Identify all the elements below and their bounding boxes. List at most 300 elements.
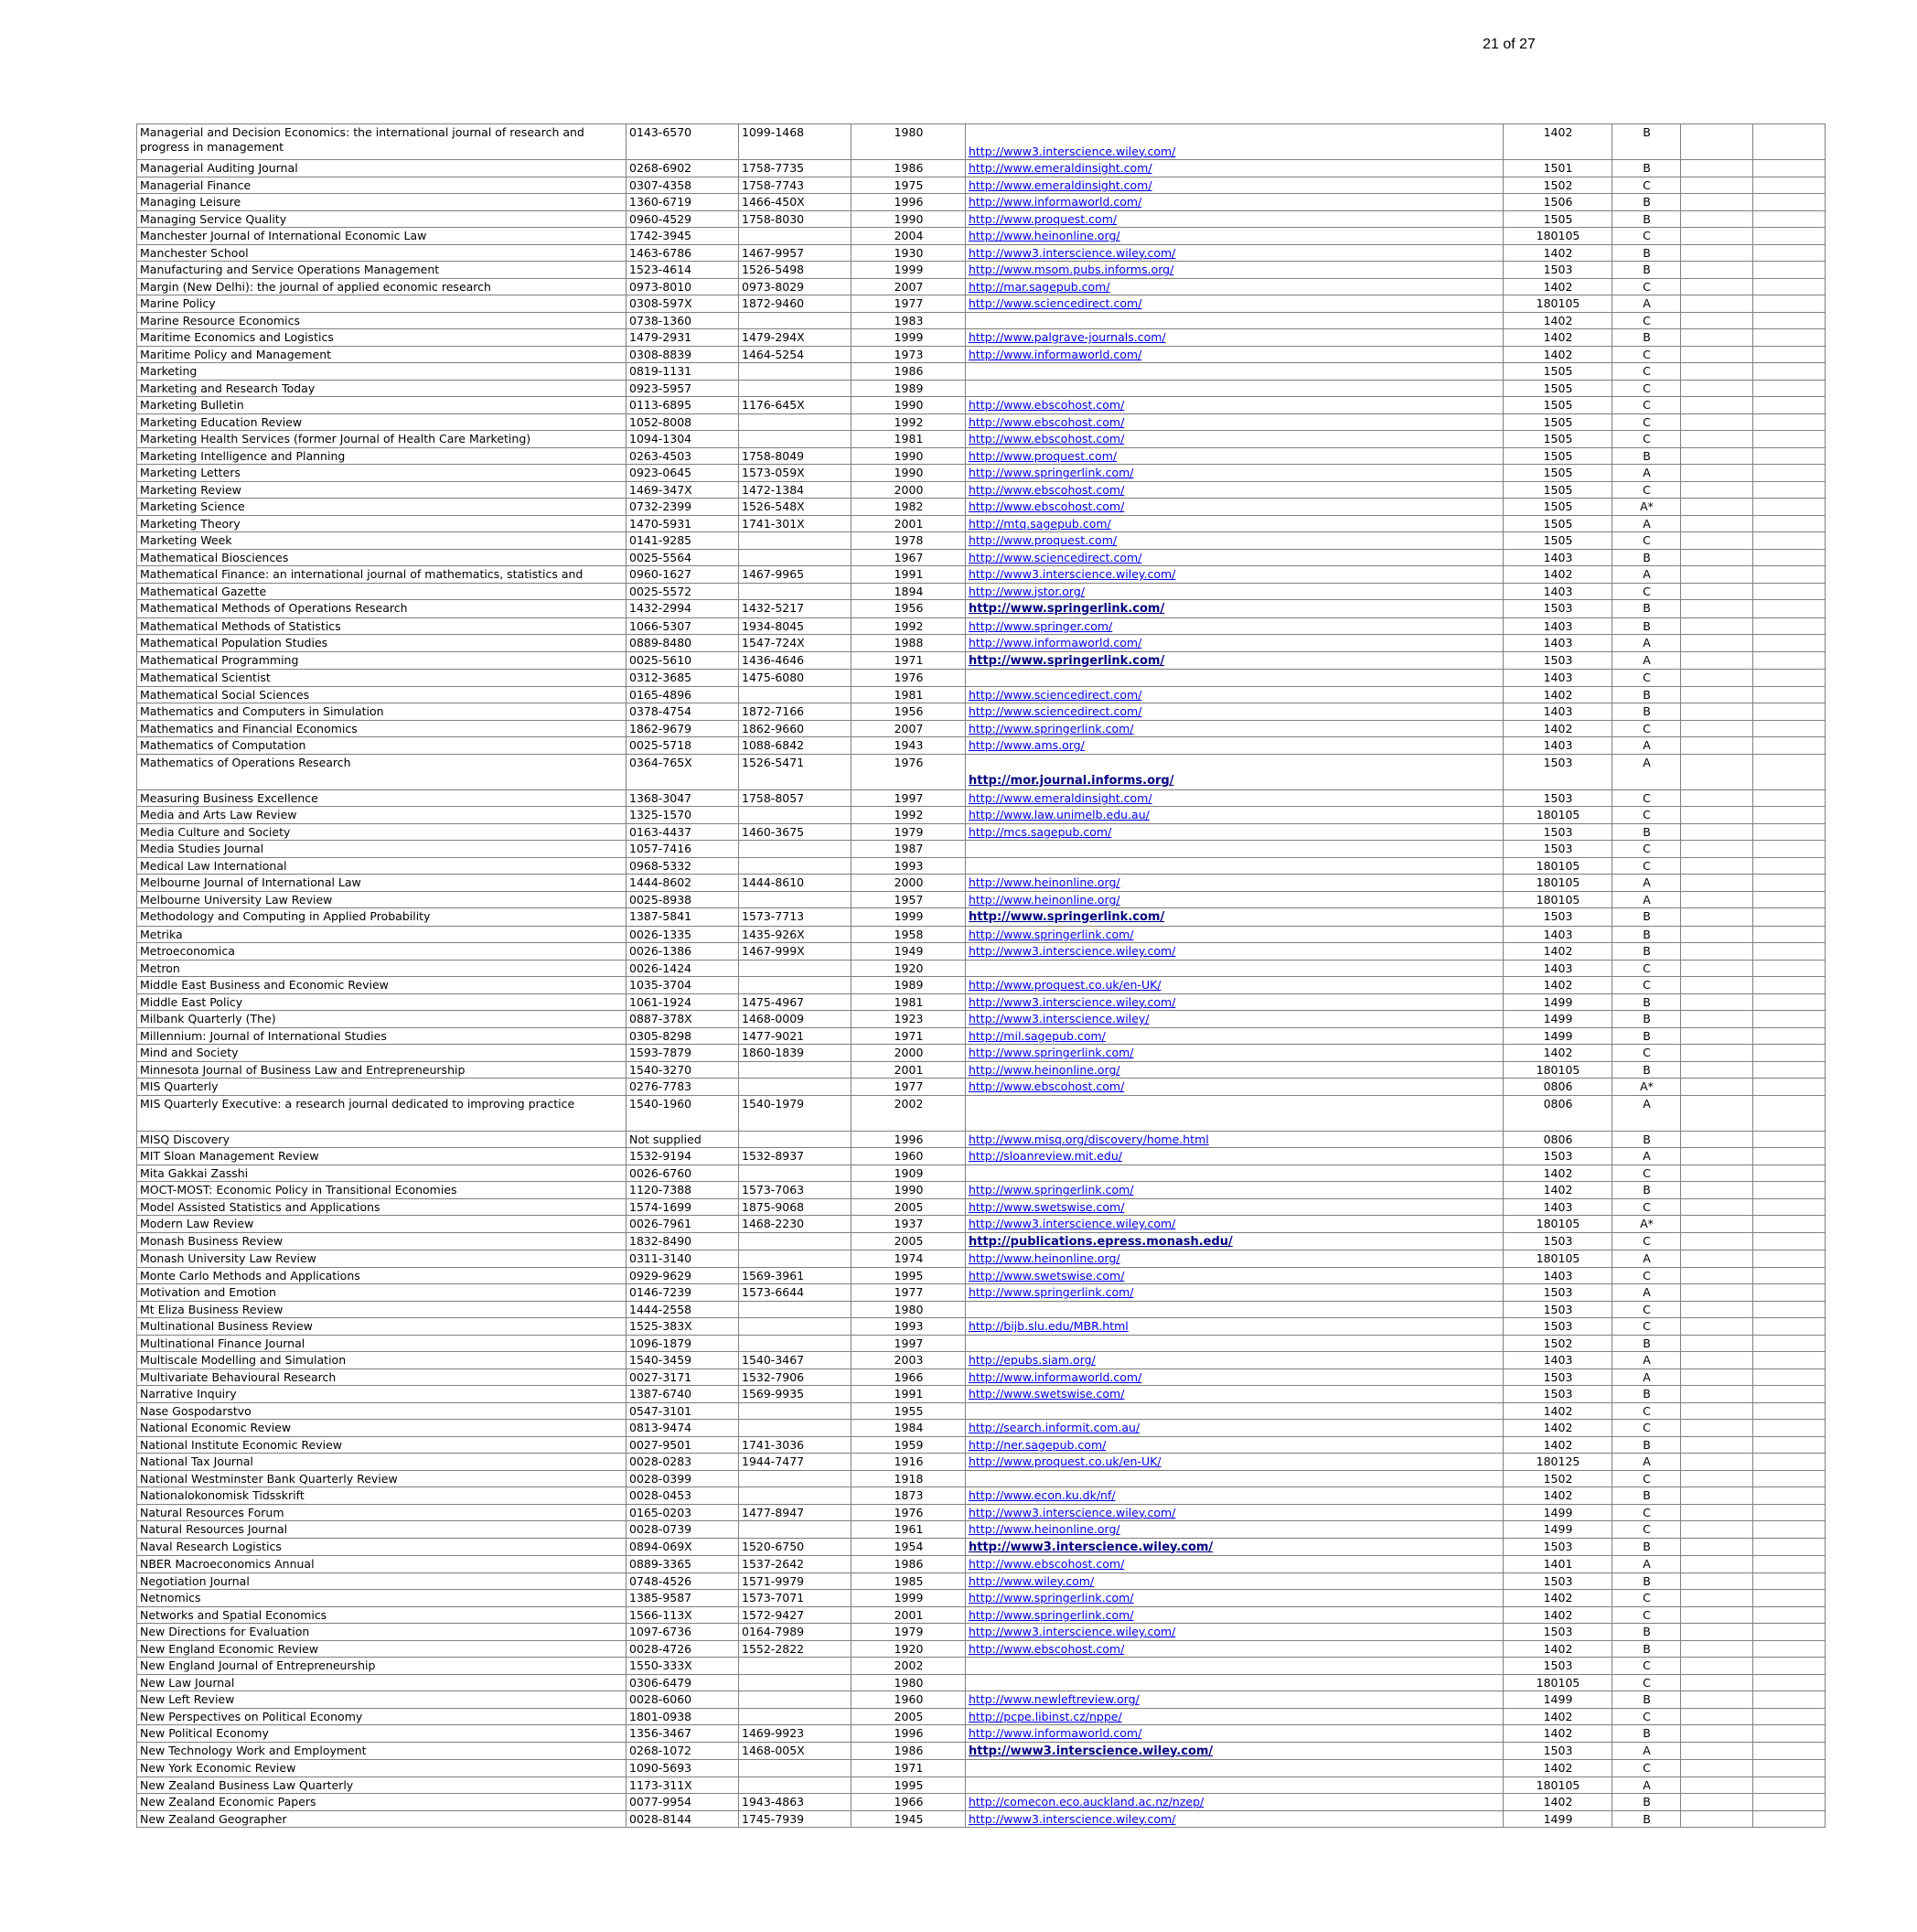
journal-link[interactable]: http://sloanreview.mit.edu/ <box>969 1149 1122 1163</box>
empty-cell <box>1753 124 1826 160</box>
rank-cell: A <box>1612 1148 1681 1165</box>
journal-link[interactable]: http://www.emeraldinsight.com/ <box>969 790 1152 805</box>
year-cell: 1999 <box>851 1590 966 1607</box>
url-cell <box>966 329 1504 347</box>
url-cell <box>966 635 1504 652</box>
issn-cell: 1356-3467 <box>627 1725 739 1743</box>
year-cell: 2000 <box>851 1045 966 1062</box>
for-code-cell: 1505 <box>1504 481 1612 499</box>
journal-link[interactable]: http://www.heinonline.org/ <box>969 892 1120 907</box>
issn-cell: 1463-6786 <box>627 244 739 262</box>
journal-link[interactable]: http://www.springerlink.com/ <box>969 653 1165 668</box>
issn-cell: 0028-0399 <box>627 1470 739 1487</box>
journal-link[interactable]: http://publications.epress.monash.edu/ <box>969 1234 1233 1249</box>
for-code-cell: 1503 <box>1504 1658 1612 1675</box>
eissn-cell: 1475-6080 <box>739 670 851 687</box>
eissn-cell <box>739 583 851 600</box>
issn-cell: 0312-3685 <box>627 670 739 687</box>
empty-cell <box>1681 583 1753 600</box>
issn-cell: 1035-3704 <box>627 977 739 994</box>
empty-cell <box>1681 532 1753 550</box>
journal-title-cell: Media and Arts Law Review <box>137 807 627 824</box>
journal-link[interactable]: http://search.informit.com.au/ <box>969 1421 1141 1434</box>
journal-link[interactable]: http://www.newleftreview.org/ <box>969 1692 1140 1706</box>
rank-cell: B <box>1612 1011 1681 1028</box>
empty-cell <box>1681 754 1753 789</box>
year-cell: 1989 <box>851 380 966 397</box>
journal-title-cell: Middle East Business and Economic Review <box>137 977 627 994</box>
year-cell: 1986 <box>851 160 966 177</box>
table-row <box>137 977 1826 994</box>
empty-cell <box>1753 363 1826 381</box>
journal-link[interactable]: http://mar.sagepub.com/ <box>969 279 1110 294</box>
journal-link[interactable]: http://www.proquest.com/ <box>969 533 1118 547</box>
issn-cell: 1470-5931 <box>627 515 739 532</box>
year-cell: 1920 <box>851 960 966 977</box>
for-code-cell: 1503 <box>1504 600 1612 618</box>
journal-link[interactable]: http://www.ams.org/ <box>969 738 1085 752</box>
journal-link[interactable]: http://www.law.unimelb.edu.au/ <box>969 808 1150 821</box>
for-code-cell: 1403 <box>1504 926 1612 943</box>
empty-cell <box>1753 1061 1826 1079</box>
empty-cell <box>1753 977 1826 994</box>
eissn-cell: 1432-5217 <box>739 600 851 618</box>
journal-link[interactable]: http://www.heinonline.org/ <box>969 1062 1120 1077</box>
table-row <box>137 1386 1826 1403</box>
url-cell <box>966 1521 1504 1539</box>
journal-link[interactable]: http://www.swetswise.com/ <box>969 1268 1125 1283</box>
issn-cell: 1550-333X <box>627 1658 739 1675</box>
journal-link[interactable]: http://mil.sagepub.com/ <box>969 1028 1106 1043</box>
journal-link[interactable]: http://www.emeraldinsight.com/ <box>969 161 1152 175</box>
journal-title-cell: Negotiation Journal <box>137 1572 627 1590</box>
rank-cell: A <box>1612 1776 1681 1794</box>
empty-cell <box>1753 943 1826 961</box>
year-cell: 2003 <box>851 1352 966 1369</box>
journal-link[interactable]: http://www.proquest.co.uk/en-UK/ <box>969 978 1162 992</box>
journal-link[interactable]: http://www.informaworld.com/ <box>969 636 1142 649</box>
for-code-cell: 1503 <box>1504 1368 1612 1386</box>
issn-cell: Not supplied <box>627 1131 739 1148</box>
journal-link[interactable]: http://www3.interscience.wiley.com/ <box>969 245 1176 260</box>
eissn-cell <box>739 1691 851 1709</box>
year-cell: 1986 <box>851 363 966 381</box>
for-code-cell: 1402 <box>1504 1487 1612 1505</box>
year-cell: 1989 <box>851 977 966 994</box>
rank-cell: C <box>1612 807 1681 824</box>
year-cell: 1990 <box>851 447 966 465</box>
url-cell <box>966 1640 1504 1658</box>
journal-title-cell: New Law Journal <box>137 1674 627 1691</box>
journal-link[interactable]: http://www.springerlink.com/ <box>969 1046 1134 1059</box>
eissn-cell: 1436-4646 <box>739 651 851 670</box>
journal-link[interactable]: http://mor.journal.informs.org/ <box>969 774 1174 788</box>
journal-link[interactable]: http://www.heinonline.org/ <box>969 229 1120 242</box>
journal-link[interactable]: http://www.swetswise.com/ <box>969 1387 1125 1401</box>
journal-link[interactable]: http://www.emeraldinsight.com/ <box>969 177 1152 192</box>
journal-title-cell: New Zealand Business Law Quarterly <box>137 1776 627 1794</box>
journal-link[interactable]: http://www.informaworld.com/ <box>969 347 1142 361</box>
table-row <box>137 943 1826 961</box>
for-code-cell: 1402 <box>1504 977 1612 994</box>
journal-title-cell: Marketing <box>137 363 627 381</box>
year-cell: 1966 <box>851 1368 966 1386</box>
table-row <box>137 891 1826 908</box>
issn-cell: 1801-0938 <box>627 1708 739 1725</box>
url-cell <box>966 1810 1504 1828</box>
journal-link[interactable]: http://www.springerlink.com/ <box>969 927 1134 941</box>
issn-cell: 0306-6479 <box>627 1674 739 1691</box>
table-row <box>137 380 1826 397</box>
eissn-cell: 1475-4967 <box>739 993 851 1011</box>
table-row <box>137 737 1826 755</box>
journal-link[interactable]: http://www3.interscience.wiley.com/ <box>969 1744 1214 1758</box>
table-row <box>137 228 1826 245</box>
journal-link[interactable]: http://www3.interscience.wiley.com/ <box>969 994 1176 1009</box>
journal-title-cell: New Left Review <box>137 1691 627 1709</box>
eissn-cell: 1532-7906 <box>739 1368 851 1386</box>
empty-cell <box>1681 1011 1753 1028</box>
empty-cell <box>1753 177 1826 194</box>
journal-link[interactable]: http://www.ebscohost.com/ <box>969 1079 1125 1093</box>
rank-cell: A* <box>1612 1216 1681 1233</box>
year-cell: 1996 <box>851 194 966 211</box>
year-cell: 1930 <box>851 244 966 262</box>
rank-cell: B <box>1612 1386 1681 1403</box>
empty-cell <box>1753 431 1826 448</box>
journal-link[interactable]: http://www.informaworld.com/ <box>969 195 1142 209</box>
url-cell <box>966 124 1504 160</box>
url-cell <box>966 413 1504 431</box>
for-code-cell: 1503 <box>1504 1624 1612 1641</box>
empty-cell <box>1681 891 1753 908</box>
table-row <box>137 363 1826 381</box>
journal-link[interactable]: http://www.econ.ku.dk/nf/ <box>969 1488 1116 1502</box>
journal-title-cell: Measuring Business Excellence <box>137 789 627 807</box>
empty-cell <box>1753 1165 1826 1182</box>
empty-cell <box>1753 210 1826 228</box>
journal-link[interactable]: http://www.palgrave-journals.com/ <box>969 330 1166 344</box>
journal-link[interactable]: http://www3.interscience.wiley.com/ <box>969 1505 1176 1519</box>
table-row <box>137 1420 1826 1437</box>
journal-title-cell: Marketing Intelligence and Planning <box>137 447 627 465</box>
url-cell <box>966 1691 1504 1709</box>
empty-cell <box>1753 841 1826 858</box>
journal-link[interactable]: http://www.sciencedirect.com/ <box>969 687 1142 702</box>
for-code-cell: 1402 <box>1504 720 1612 737</box>
journal-link[interactable]: http://www.sciencedirect.com/ <box>969 296 1142 310</box>
journal-title-cell: Margin (New Delhi): the journal of applied economic research <box>137 278 627 295</box>
journal-link[interactable]: http://www3.interscience.wiley.com/ <box>969 944 1176 958</box>
rank-cell: B <box>1612 823 1681 841</box>
empty-cell <box>1753 329 1826 347</box>
eissn-cell: 1477-8947 <box>739 1504 851 1521</box>
table-row <box>137 789 1826 807</box>
journal-link[interactable]: http://www3.interscience.wiley.com/ <box>969 1625 1176 1638</box>
empty-cell <box>1753 244 1826 262</box>
journal-link[interactable]: http://www.heinonline.org/ <box>969 1251 1120 1265</box>
eissn-cell: 1573-7063 <box>739 1182 851 1199</box>
journal-link[interactable]: http://www.informaworld.com/ <box>969 1369 1142 1384</box>
empty-cell <box>1681 651 1753 670</box>
journal-title-cell: Managing Service Quality <box>137 210 627 228</box>
empty-cell <box>1753 857 1826 875</box>
journal-link[interactable]: http://bijb.slu.edu/MBR.html <box>969 1319 1129 1333</box>
journal-title-cell: Mathematical Finance: an international journal of mathematics, statistics and <box>137 566 627 584</box>
journal-title-cell: Marine Resource Economics <box>137 312 627 329</box>
journal-link[interactable]: http://www.proquest.com/ <box>969 448 1118 463</box>
journal-title-cell: New Perspectives on Political Economy <box>137 1708 627 1725</box>
journal-link[interactable]: http://www.springerlink.com/ <box>969 910 1165 924</box>
for-code-cell: 1403 <box>1504 670 1612 687</box>
table-row <box>137 1454 1826 1471</box>
journal-link[interactable]: http://www.springerlink.com/ <box>969 1591 1134 1605</box>
eissn-cell: 1758-8030 <box>739 210 851 228</box>
for-code-cell: 1503 <box>1504 789 1612 807</box>
for-code-cell: 1506 <box>1504 194 1612 211</box>
journal-title-cell: Monash University Law Review <box>137 1250 627 1268</box>
journal-title-cell: Metron <box>137 960 627 977</box>
eissn-cell: 1464-5254 <box>739 346 851 363</box>
rank-cell: A <box>1612 1284 1681 1302</box>
table-row <box>137 720 1826 737</box>
journal-link[interactable]: http://www.springerlink.com/ <box>969 466 1134 479</box>
for-code-cell: 1403 <box>1504 1352 1612 1369</box>
journal-link[interactable]: http://www3.interscience.wiley.com/ <box>969 1217 1176 1230</box>
empty-cell <box>1681 566 1753 584</box>
journal-link[interactable]: http://www.ebscohost.com/ <box>969 1641 1125 1656</box>
rank-cell: C <box>1612 960 1681 977</box>
for-code-cell: 1505 <box>1504 413 1612 431</box>
journal-link[interactable]: http://www.swetswise.com/ <box>969 1199 1125 1214</box>
eissn-cell: 1467-999X <box>739 943 851 961</box>
empty-cell <box>1681 465 1753 482</box>
url-cell <box>966 1284 1504 1302</box>
url-cell <box>966 228 1504 245</box>
journal-link[interactable]: http://mtq.sagepub.com/ <box>969 516 1111 531</box>
eissn-cell <box>739 363 851 381</box>
journal-link[interactable]: http://www3.interscience.wiley.com/ <box>969 1540 1214 1554</box>
journal-link[interactable]: http://www.springerlink.com/ <box>969 602 1165 616</box>
for-code-cell: 180105 <box>1504 807 1612 824</box>
journal-title-cell: Monte Carlo Methods and Applications <box>137 1267 627 1284</box>
eissn-cell: 1573-7713 <box>739 908 851 927</box>
empty-cell <box>1753 1148 1826 1165</box>
empty-cell <box>1681 278 1753 295</box>
rank-cell: C <box>1612 1318 1681 1336</box>
journal-link[interactable]: http://www3.interscience.wiley/ <box>969 1012 1150 1025</box>
rank-cell: A <box>1612 1454 1681 1471</box>
for-code-cell: 1402 <box>1504 1165 1612 1182</box>
journal-link[interactable]: http://www.misq.org/discovery/home.html <box>969 1132 1209 1146</box>
eissn-cell <box>739 841 851 858</box>
issn-cell: 0026-1386 <box>627 943 739 961</box>
year-cell: 1984 <box>851 1420 966 1437</box>
for-code-cell: 1402 <box>1504 1725 1612 1743</box>
rank-cell: A <box>1612 754 1681 789</box>
url-cell <box>966 823 1504 841</box>
issn-cell: 0308-597X <box>627 295 739 313</box>
journal-title-cell: Manchester School <box>137 244 627 262</box>
journal-title-cell: Middle East Policy <box>137 993 627 1011</box>
table-row <box>137 1318 1826 1336</box>
year-cell: 1980 <box>851 124 966 160</box>
journal-link[interactable]: http://www.proquest.co.uk/en-UK/ <box>969 1454 1162 1468</box>
journal-link[interactable]: http://www.springerlink.com/ <box>969 1607 1134 1622</box>
year-cell: 1956 <box>851 703 966 721</box>
url-cell <box>966 583 1504 600</box>
rank-cell: A <box>1612 875 1681 892</box>
year-cell: 1971 <box>851 1760 966 1777</box>
journal-link[interactable]: http://www.proquest.com/ <box>969 211 1118 226</box>
for-code-cell: 0806 <box>1504 1095 1612 1131</box>
year-cell: 1999 <box>851 262 966 279</box>
for-code-cell: 1503 <box>1504 1538 1612 1556</box>
journal-link[interactable]: http://www.springerlink.com/ <box>969 1285 1134 1299</box>
table-row <box>137 1095 1826 1131</box>
table-row <box>137 1504 1826 1521</box>
issn-cell: 0028-8144 <box>627 1810 739 1828</box>
journal-link[interactable]: http://www.jstor.org/ <box>969 584 1086 598</box>
eissn-cell: 1943-4863 <box>739 1794 851 1811</box>
journal-title-cell: New England Economic Review <box>137 1640 627 1658</box>
table-row <box>137 583 1826 600</box>
journal-link[interactable]: http://www.ebscohost.com/ <box>969 482 1125 497</box>
journal-link[interactable]: http://www.informaworld.com/ <box>969 1726 1142 1740</box>
eissn-cell: 1745-7939 <box>739 1810 851 1828</box>
journal-link[interactable]: http://www.ebscohost.com/ <box>969 432 1125 445</box>
issn-cell: 1097-6736 <box>627 1624 739 1641</box>
rank-cell: C <box>1612 1658 1681 1675</box>
issn-cell: 0819-1131 <box>627 363 739 381</box>
issn-cell: 1120-7388 <box>627 1182 739 1199</box>
journal-link[interactable]: http://mcs.sagepub.com/ <box>969 824 1112 839</box>
for-code-cell: 1403 <box>1504 960 1612 977</box>
issn-cell: 1061-1924 <box>627 993 739 1011</box>
empty-cell <box>1681 1402 1753 1420</box>
url-cell <box>966 737 1504 755</box>
table-row <box>137 1165 1826 1182</box>
journal-link[interactable]: http://www3.interscience.wiley.com/ <box>969 144 1176 158</box>
for-code-cell: 1403 <box>1504 1198 1612 1216</box>
journal-link[interactable]: http://www.heinonline.org/ <box>969 875 1120 889</box>
journal-link[interactable]: http://comecon.eco.auckland.ac.nz/nzep/ <box>969 1795 1205 1809</box>
journal-link[interactable]: http://www.sciencedirect.com/ <box>969 704 1142 718</box>
rank-cell: B <box>1612 244 1681 262</box>
issn-cell: 1066-5307 <box>627 617 739 635</box>
rank-cell: C <box>1612 1590 1681 1607</box>
journal-title-cell: National Tax Journal <box>137 1454 627 1471</box>
journal-link[interactable]: http://www.heinonline.org/ <box>969 1522 1120 1536</box>
for-code-cell: 1499 <box>1504 1504 1612 1521</box>
journal-link[interactable]: http://www3.interscience.wiley.com/ <box>969 1811 1176 1826</box>
journal-link[interactable]: http://www3.interscience.wiley.com/ <box>969 567 1176 581</box>
table-row <box>137 1198 1826 1216</box>
empty-cell <box>1753 499 1826 516</box>
journal-link[interactable]: http://ner.sagepub.com/ <box>969 1437 1107 1452</box>
table-row <box>137 1624 1826 1641</box>
rank-cell: C <box>1612 583 1681 600</box>
for-code-cell: 1402 <box>1504 244 1612 262</box>
journal-link[interactable]: http://www.ebscohost.com/ <box>969 499 1125 513</box>
table-row <box>137 1590 1826 1607</box>
empty-cell <box>1753 686 1826 703</box>
rank-cell: C <box>1612 977 1681 994</box>
issn-cell: 0026-7961 <box>627 1216 739 1233</box>
rank-cell: B <box>1612 908 1681 927</box>
eissn-cell <box>739 960 851 977</box>
empty-cell <box>1753 380 1826 397</box>
journal-link[interactable]: http://www.springerlink.com/ <box>969 721 1134 735</box>
year-cell: 1983 <box>851 312 966 329</box>
journal-title-cell: MIT Sloan Management Review <box>137 1148 627 1165</box>
empty-cell <box>1681 857 1753 875</box>
issn-cell: 0028-0739 <box>627 1521 739 1539</box>
journal-title-cell: Motivation and Emotion <box>137 1284 627 1302</box>
eissn-cell: 1571-9979 <box>739 1572 851 1590</box>
rank-cell: C <box>1612 481 1681 499</box>
journal-link[interactable]: http://www.ebscohost.com/ <box>969 414 1125 429</box>
url-cell <box>966 1674 1504 1691</box>
journal-link[interactable]: http://www.wiley.com/ <box>969 1573 1095 1588</box>
url-cell <box>966 926 1504 943</box>
empty-cell <box>1753 583 1826 600</box>
table-row <box>137 908 1826 927</box>
year-cell: 2004 <box>851 228 966 245</box>
journal-title-cell: Mathematical Methods of Operations Research <box>137 600 627 618</box>
journal-link[interactable]: http://www.msom.pubs.informs.org/ <box>969 263 1174 276</box>
empty-cell <box>1681 908 1753 927</box>
journal-link[interactable]: http://www.ebscohost.com/ <box>969 398 1125 412</box>
year-cell: 1967 <box>851 549 966 566</box>
issn-cell: 1094-1304 <box>627 431 739 448</box>
rank-cell: B <box>1612 686 1681 703</box>
journal-link[interactable]: http://epubs.siam.org/ <box>969 1353 1096 1367</box>
journal-title-cell: New Directions for Evaluation <box>137 1624 627 1641</box>
empty-cell <box>1681 926 1753 943</box>
year-cell: 2005 <box>851 1232 966 1250</box>
for-code-cell: 1402 <box>1504 1606 1612 1624</box>
table-row <box>137 1436 1826 1454</box>
issn-cell: 1387-6740 <box>627 1386 739 1403</box>
eissn-cell <box>739 380 851 397</box>
empty-cell <box>1753 1095 1826 1131</box>
rank-cell: B <box>1612 993 1681 1011</box>
year-cell: 1977 <box>851 295 966 313</box>
url-cell <box>966 720 1504 737</box>
empty-cell <box>1681 1725 1753 1743</box>
url-cell <box>966 1708 1504 1725</box>
for-code-cell: 180105 <box>1504 1776 1612 1794</box>
for-code-cell: 1499 <box>1504 1810 1612 1828</box>
rank-cell: C <box>1612 431 1681 448</box>
journal-title-cell: Managerial Auditing Journal <box>137 160 627 177</box>
journal-link[interactable]: http://pcpe.libinst.cz/nppe/ <box>969 1709 1122 1723</box>
issn-cell: 1574-1699 <box>627 1198 739 1216</box>
journal-link[interactable]: http://www.springer.com/ <box>969 618 1113 633</box>
journal-link[interactable]: http://www.springerlink.com/ <box>969 1183 1134 1197</box>
issn-cell: 1057-7416 <box>627 841 739 858</box>
table-row <box>137 1487 1826 1505</box>
empty-cell <box>1753 1504 1826 1521</box>
for-code-cell: 1402 <box>1504 1708 1612 1725</box>
table-row <box>137 1794 1826 1811</box>
empty-cell <box>1753 194 1826 211</box>
year-cell: 1991 <box>851 566 966 584</box>
rank-cell: C <box>1612 1267 1681 1284</box>
journal-link[interactable]: http://www.ebscohost.com/ <box>969 1557 1125 1571</box>
journal-link[interactable]: http://www.sciencedirect.com/ <box>969 550 1142 564</box>
